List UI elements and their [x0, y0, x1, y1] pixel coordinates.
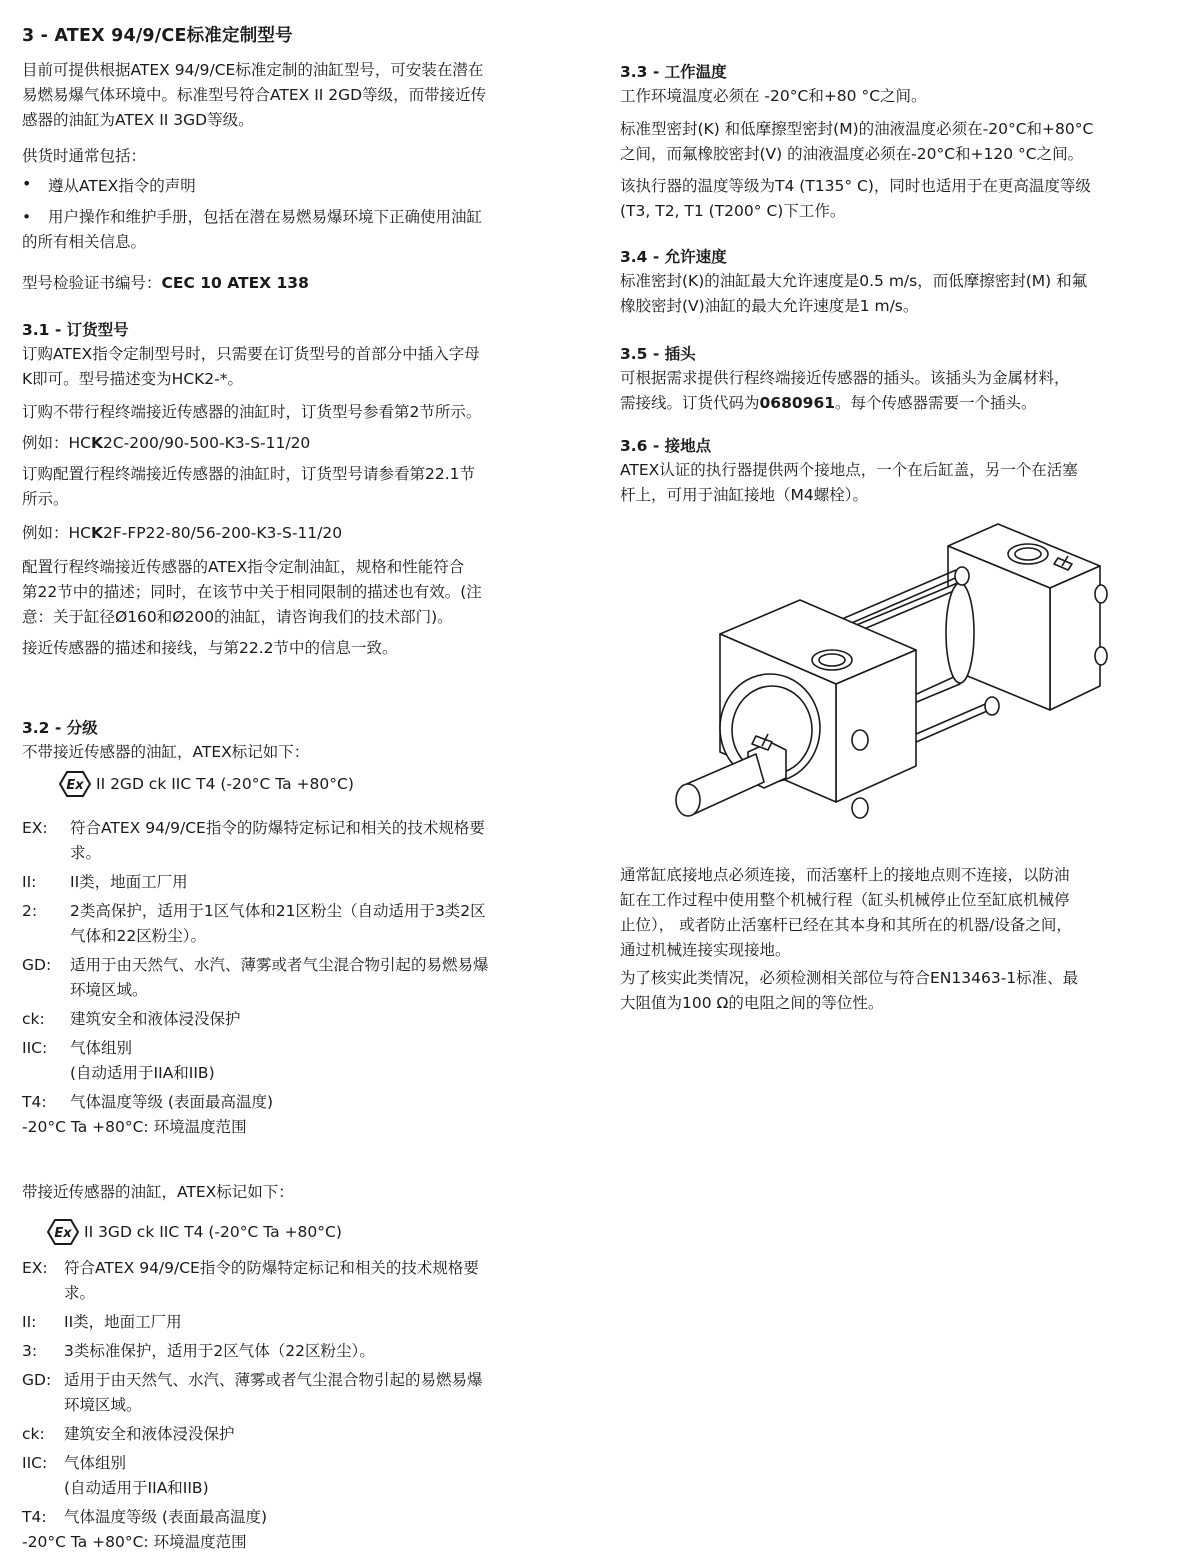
- text-line: 通常缸底接地点必须连接，而活塞杆上的接地点则不连接，以防油: [620, 866, 1070, 884]
- definition-key: II:: [22, 1313, 37, 1331]
- definition-value: 适用于由天然气、水汽、薄雾或者气尘混合物引起的易燃易爆: [70, 956, 489, 974]
- example-prefix: 例如：HC: [22, 524, 91, 542]
- section-heading: 3.2 - 分级: [22, 719, 98, 737]
- definition-value: 适用于由天然气、水汽、薄雾或者气尘混合物引起的易燃易爆: [64, 1371, 483, 1389]
- svg-text:Ex: Ex: [66, 778, 84, 793]
- text-line: 易燃易爆气体环境中。标准型号符合ATEX II 2GD等级，而带接近传: [22, 86, 487, 104]
- text-line: 之间，而氟橡胶密封(V) 的油液温度必须在-20°C和+120 °C之间。: [620, 145, 1084, 163]
- bullet-item: [22, 174, 578, 199]
- section-heading: 3.1 - 订货型号: [22, 321, 129, 339]
- text-fragment: 。每个传感器需要一个插头。: [835, 394, 1037, 412]
- definition-key: GD:: [22, 956, 52, 974]
- text-line: 止位）， 或者防止活塞杆已经在其本身和其所在的机器/设备之间，: [620, 916, 1072, 934]
- section-3-5: [620, 342, 1172, 416]
- temperature-range: -20°C Ta +80°C: 环境温度范围: [22, 1118, 247, 1136]
- paragraph: [620, 117, 1172, 167]
- definition-value: 求。: [70, 844, 102, 862]
- example-bold: K: [90, 524, 103, 542]
- bullet-item: [22, 205, 578, 255]
- definition-row: [22, 1256, 578, 1306]
- definition-key: II:: [22, 873, 37, 891]
- example-1: [22, 431, 578, 456]
- section-3-4: [620, 245, 1172, 319]
- bullet-text: 遵从ATEX指令的声明: [48, 177, 196, 195]
- section-heading: 3.3 - 工作温度: [620, 63, 727, 81]
- example-suffix: 2F-FP22-80/56-200-K3-S-11/20: [103, 524, 343, 542]
- definition-key: IIC:: [22, 1454, 48, 1472]
- text-line: 订购ATEX指令定制型号时，只需要在订货型号的首部分中插入字母: [22, 345, 480, 363]
- definition-key: ck:: [22, 1425, 45, 1443]
- text-line: 杆上，可用于油缸接地（M4螺栓）。: [620, 486, 868, 504]
- definition-value: 环境区域。: [70, 981, 148, 999]
- text-line: 橡胶密封(V)油缸的最大允许速度是1 m/s。: [620, 297, 919, 315]
- temperature-range: -20°C Ta +80°C: 环境温度范围: [22, 1533, 247, 1551]
- text-line: 感器的油缸为ATEX II 3GD等级。: [22, 111, 254, 129]
- paragraph: [620, 966, 1172, 1016]
- cert-label: 型号检验证书编号：: [22, 274, 162, 292]
- paragraph: [620, 174, 1172, 224]
- certificate-line: [22, 271, 578, 296]
- definition-row: [22, 953, 578, 1003]
- page-title: 3 - ATEX 94/9/CE标准定制型号: [22, 26, 293, 46]
- text-line: 标准型密封(K) 和低摩擦型密封(M)的油液温度必须在-20°C和+80°C: [620, 120, 1094, 138]
- paragraph: [22, 555, 578, 630]
- definition-key: IIC:: [22, 1039, 48, 1057]
- section-heading: 3.4 - 允许速度: [620, 248, 727, 266]
- section-3-2: [22, 716, 578, 765]
- text-line: 接近传感器的描述和接线，与第22.2节中的信息一致。: [22, 639, 398, 657]
- atex-mark-1: [58, 770, 578, 798]
- definition-key: 3:: [22, 1342, 38, 1360]
- text-line: K即可。型号描述变为HCK2-*。: [22, 370, 244, 388]
- definition-key: T4:: [22, 1508, 47, 1526]
- bullet-dot: •: [22, 174, 32, 193]
- definition-list-1: [22, 816, 578, 1140]
- text-line: 缸在工作过程中使用整个机械行程（缸头机械停止位至缸底机械停: [620, 891, 1070, 909]
- definition-value: 符合ATEX 94/9/CE指令的防爆特定标记和相关的技术规格要: [70, 819, 485, 837]
- definition-value: 环境区域。: [64, 1396, 142, 1414]
- definition-key: T4:: [22, 1093, 47, 1111]
- definition-value: 符合ATEX 94/9/CE指令的防爆特定标记和相关的技术规格要: [64, 1259, 479, 1277]
- text-line: 为了核实此类情况，必须检测相关部位与符合EN13463-1标准、最: [620, 969, 1079, 987]
- text-line: ATEX认证的执行器提供两个接地点，一个在后缸盖，另一个在活塞: [620, 461, 1078, 479]
- section-heading: 3.6 - 接地点: [620, 437, 712, 455]
- example-bold: K: [90, 434, 103, 452]
- bullet-text: 的所有相关信息。: [22, 233, 147, 251]
- definition-value: 气体组别: [64, 1454, 127, 1472]
- definition-row: [22, 1505, 578, 1530]
- definition-key: EX:: [22, 819, 48, 837]
- text-line: 配置行程终端接近传感器的ATEX指令定制油缸，规格和性能符合: [22, 558, 465, 576]
- definition-row: [22, 1090, 578, 1115]
- text-line: 标准密封(K)的油缸最大允许速度是0.5 m/s，而低摩擦密封(M) 和氟: [620, 272, 1088, 290]
- definition-list-2: [22, 1256, 578, 1555]
- text-line: 不带接近传感器的油缸，ATEX标记如下：: [22, 743, 310, 761]
- definition-row: [22, 899, 578, 949]
- text-line: 意：关于缸径Ø160和Ø200的油缸，请咨询我们的技术部门)。: [22, 608, 453, 626]
- text-line: 大阻值为100 Ω的电阻之间的等位性。: [620, 994, 884, 1012]
- definition-row: [22, 1339, 578, 1364]
- definition-value: 气体温度等级 (表面最高温度): [70, 1093, 274, 1111]
- example-2: [22, 521, 578, 546]
- definition-value: 建筑安全和液体浸没保护: [70, 1010, 241, 1028]
- section-3-3: [620, 60, 1172, 109]
- supply-text: 供货时通常包括：: [22, 147, 147, 165]
- bullet-dot: •: [22, 208, 32, 226]
- paragraph: [620, 863, 1172, 963]
- definition-value: 气体组别: [70, 1039, 133, 1057]
- text-line: 订购不带行程终端接近传感器的油缸时，订货型号参看第2节所示。: [22, 403, 482, 421]
- definition-value: 2类高保护，适用于1区气体和21区粉尘（自动适用于3类2区: [70, 902, 486, 920]
- atex-mark-text: II 2GD ck IIC T4 (-20°C Ta +80°C): [96, 775, 354, 793]
- text-fragment: 需接线。订货代码为: [620, 394, 760, 412]
- paragraph: [22, 462, 578, 512]
- definition-value: (自动适用于IIA和IIB): [70, 1064, 215, 1082]
- example-prefix: 例如：HC: [22, 434, 91, 452]
- bullet-text: 用户操作和维护手册，包括在潜在易燃易爆环境下正确使用油缸: [48, 208, 483, 226]
- text-line: 通过机械连接实现接地。: [620, 941, 791, 959]
- section-3-1: [22, 318, 578, 392]
- text-line: (T3, T2, T1 (T200° C)下工作。: [620, 202, 846, 220]
- definition-key: 2:: [22, 902, 38, 920]
- text-line: 目前可提供根据ATEX 94/9/CE标准定制的油缸型号，可安装在潜在: [22, 61, 484, 79]
- section-heading: 3.5 - 插头: [620, 345, 696, 363]
- definition-value: II类，地面工厂用: [64, 1313, 182, 1331]
- text-line: 所示。: [22, 490, 69, 508]
- definition-row: [22, 1368, 578, 1418]
- atex-mark-2: [46, 1218, 578, 1246]
- section-3-6: [620, 434, 1172, 508]
- order-code: 0680961: [759, 394, 836, 412]
- intro-paragraph: [22, 58, 578, 133]
- ex-hexagon-icon: [58, 770, 92, 798]
- definition-row: [22, 870, 578, 895]
- definition-value: II类，地面工厂用: [70, 873, 188, 891]
- example-suffix: 2C-200/90-500-K3-S-11/20: [103, 434, 311, 452]
- definition-row: [22, 1422, 578, 1447]
- text-line: 带接近传感器的油缸，ATEX标记如下：: [22, 1183, 294, 1201]
- definition-value: 求。: [64, 1284, 96, 1302]
- definition-row: [22, 1310, 578, 1335]
- text-line: [620, 391, 1172, 416]
- text-line: 工作环境温度必须在 -20°C和+80 °C之间。: [620, 87, 927, 105]
- definition-key: EX:: [22, 1259, 48, 1277]
- definition-row: [22, 816, 578, 866]
- definition-row: [22, 1007, 578, 1032]
- definition-value: 3类标准保护，适用于2区气体（22区粉尘）。: [64, 1342, 375, 1360]
- definition-row: [22, 1036, 578, 1086]
- hydraulic-cylinder-drawing: [660, 516, 1110, 856]
- definition-value: 气体温度等级 (表面最高温度): [64, 1508, 268, 1526]
- cert-value: CEC 10 ATEX 138: [161, 274, 309, 292]
- definition-value: 建筑安全和液体浸没保护: [64, 1425, 235, 1443]
- definition-value: (自动适用于IIA和IIB): [64, 1479, 209, 1497]
- text-line: 订购配置行程终端接近传感器的油缸时，订货型号请参看第22.1节: [22, 465, 476, 483]
- text-line: 第22节中的描述；同时，在该节中关于相同限制的描述也有效。(注: [22, 583, 482, 601]
- atex-mark-text: II 3GD ck IIC T4 (-20°C Ta +80°C): [84, 1223, 342, 1241]
- ex-hexagon-icon: [46, 1218, 80, 1246]
- definition-row: [22, 1451, 578, 1501]
- svg-text:Ex: Ex: [54, 1226, 72, 1241]
- definition-value: 气体和22区粉尘）。: [70, 927, 206, 945]
- definition-key: GD:: [22, 1371, 52, 1389]
- text-line: 该执行器的温度等级为T4 (T135° C)，同时也适用于在更高温度等级: [620, 177, 1091, 195]
- definition-key: ck:: [22, 1010, 45, 1028]
- text-line: 可根据需求提供行程终端接近传感器的插头。该插头为金属材料，: [620, 369, 1070, 387]
